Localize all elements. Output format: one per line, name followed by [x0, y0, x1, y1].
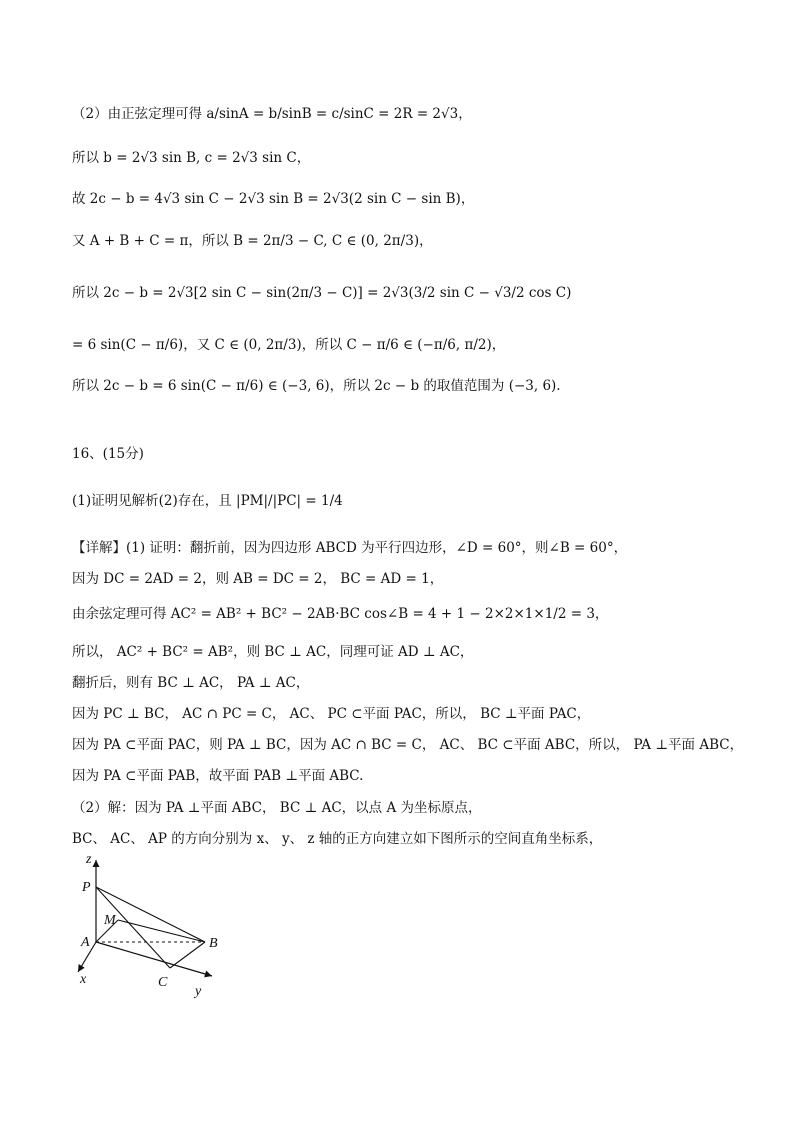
part2-line-4: 又 A + B + C = π，所以 B = 2π/3 − C, C ∈ (0, 2π/3)，	[72, 233, 433, 249]
detail-line-7: 因为 PA ⊂平面 PAC，则 PA ⊥ BC，因为 AC ∩ BC = C， AC、 BC ⊂平面 ABC，所以， PA ⊥平面 ABC，	[72, 737, 744, 753]
part2-line-2: 所以 b = 2√3 sin B, c = 2√3 sin C，	[72, 150, 311, 166]
coordinate-figure	[70, 850, 250, 1000]
edge-CB	[170, 942, 205, 968]
part2-solution-line-1: （2）解：因为 PA ⊥平面 ABC， BC ⊥ AC，以点 A 为坐标原点，	[72, 800, 482, 816]
part2-line-5: 所以 2c − b = 2√3[2 sin C − sin(2π/3 − C)] = 2√3(3/2 sin C − √3/2 cos C)	[72, 285, 572, 301]
question-16-answer: (1)证明见解析(2)存在，且 |PM|/|PC| = 1/4	[72, 493, 343, 509]
label-A: A	[81, 935, 90, 950]
label-M: M	[104, 913, 116, 928]
detail-line-5: 翻折后，则有 BC ⊥ AC， PA ⊥ AC，	[72, 675, 310, 691]
part2-line-1: （2）由正弦定理可得 a/sinA = b/sinB = c/sinC = 2R = 2√3，	[72, 106, 472, 122]
detail-line-4: 所以， AC² + BC² = AB²，则 BC ⊥ AC，同理可证 AD ⊥ AC，	[72, 644, 474, 660]
detail-line-6: 因为 PC ⊥ BC， AC ∩ PC = C， AC、 PC ⊂平面 PAC，所以， BC ⊥平面 PAC，	[72, 706, 591, 722]
label-P: P	[82, 880, 91, 895]
label-y: y	[195, 984, 202, 999]
label-B: B	[209, 936, 218, 951]
part2-line-3: 故 2c − b = 4√3 sin C − 2√3 sin B = 2√3(2 sin C − sin B)，	[72, 191, 475, 207]
label-x: x	[80, 972, 87, 987]
part2-line-7: 所以 2c − b = 6 sin(C − π/6) ∈ (−3, 6)，所以 2c − b 的取值范围为 (−3, 6).	[72, 378, 561, 394]
detail-line-2: 因为 DC = 2AD = 2，则 AB = DC = 2， BC = AD = 1，	[72, 571, 444, 587]
y-axis	[96, 942, 212, 976]
detail-line-3: 由余弦定理可得 AC² = AB² + BC² − 2AB·BC cos∠B = 4 + 1 − 2×2×1×1/2 = 3，	[72, 606, 609, 622]
label-z: z	[86, 852, 92, 867]
question-16-header: 16、(15分)	[72, 446, 144, 462]
detail-line-1: 【详解】(1) 证明：翻折前，因为四边形 ABCD 为平行四边形，∠D = 60°，则∠B = 60°，	[72, 540, 628, 556]
label-C: C	[158, 975, 168, 990]
detail-line-8: 因为 PA ⊂平面 PAB，故平面 PAB ⊥平面 ABC.	[72, 768, 364, 784]
edge-MB	[118, 920, 205, 942]
part2-solution-line-2: BC、 AC、 AP 的方向分别为 x、 y、 z 轴的正方向建立如下图所示的空间直角坐标系，	[72, 831, 603, 847]
part2-line-6: = 6 sin(C − π/6)，又 C ∈ (0, 2π/3)，所以 C − π/6 ∈ (−π/6, π/2)，	[72, 337, 506, 353]
